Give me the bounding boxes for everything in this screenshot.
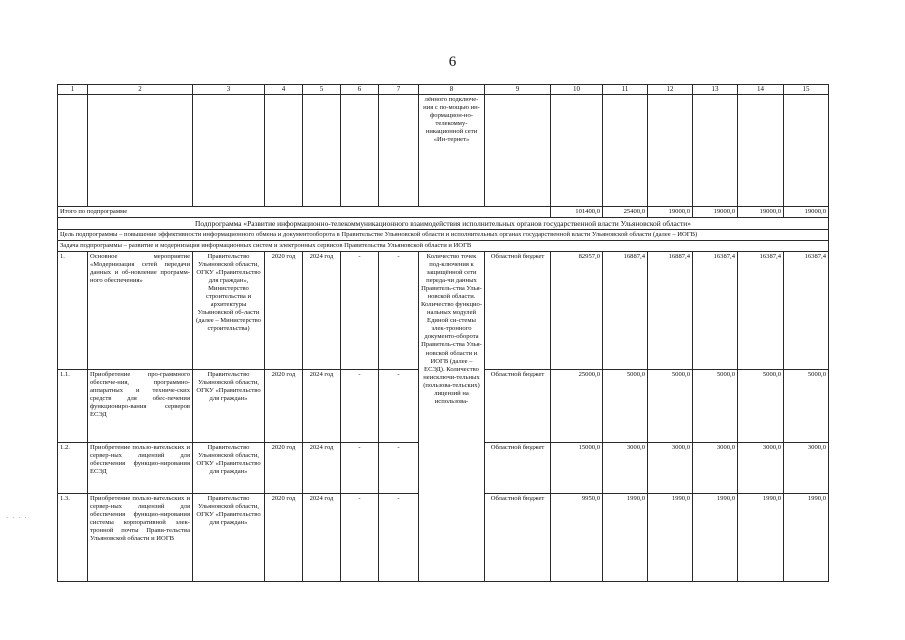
amount: 1990,0 (693, 494, 738, 582)
funding-source: Областной бюджет (485, 252, 551, 370)
start-year: 2020 год (265, 252, 303, 370)
amount: 16887,4 (648, 252, 693, 370)
amount: 16387,4 (693, 252, 738, 370)
total-value: 19000,0 (738, 207, 784, 218)
amount: 1990,0 (784, 494, 829, 582)
subprogram-title: Подпрограмма «Развитие информационно-телекоммуникационного взаимодействия исполнительных органов государственной власти Ульяновской области» (58, 218, 829, 230)
total-value: 19000,0 (693, 207, 738, 218)
col-header: 11 (603, 85, 648, 95)
activity-name: Приобретение про-граммного обеспече-ния, программно-аппаратных и техниче-ских средств для обес-печения функциониро-вания серверов ЕСЭД (88, 370, 193, 443)
amount: 3000,0 (784, 443, 829, 494)
col-header: 6 (341, 85, 379, 95)
row-number: 1.1. (58, 370, 88, 443)
col-header: 10 (551, 85, 603, 95)
indicator-continuation: лённого подключе-ния с по-мощью ин-формацион-но-телекомму-никационной сети «Ин-тернет» (419, 95, 485, 207)
amount: 1990,0 (738, 494, 784, 582)
row-number: 1.3. (58, 494, 88, 582)
subprogram-goal-row (58, 230, 829, 241)
table-cell (58, 95, 88, 207)
executor: Правительство Ульяновской области, ОГКУ «Правительство для граждан» (193, 370, 265, 443)
funding-source: Областной бюджет (485, 494, 551, 582)
funding-source: Областной бюджет (485, 370, 551, 443)
activity-name: Приобретение пользо-вательских и сервер-ных лицензий для обеспечения функцио-нирования ЕСЭД (88, 443, 193, 494)
table-cell (379, 95, 419, 207)
amount: 5000,0 (784, 370, 829, 443)
page-number: 6 (448, 54, 457, 70)
executor: Правительство Ульяновской области, ОГКУ «Правительство для граждан» (193, 494, 265, 582)
col-header: 15 (784, 85, 829, 95)
end-year: 2024 год (303, 494, 341, 582)
start-year: 2020 год (265, 370, 303, 443)
table-cell (485, 95, 551, 207)
total-value: 19000,0 (784, 207, 829, 218)
amount: 15000,0 (551, 443, 603, 494)
subprogram-task-row (58, 241, 829, 252)
col-header: 13 (693, 85, 738, 95)
dash-cell: - (341, 370, 379, 443)
table-cell (551, 95, 603, 207)
dash-cell: - (379, 370, 419, 443)
total-value: 101400,0 (551, 207, 603, 218)
executor: Правительство Ульяновской области, ОГКУ «Правительство для граждан» (193, 443, 265, 494)
indicator-text: Количество точек под-ключения к защищённой сети переда-чи данных Правитель-ства Улья-новской области. Количество функцио-нальных модулей Единой си-стемы элек-тронного документо-оборота Правитель-ства Улья-новской области и ИОГВ (далее – ЕСЭД). Количество неисключи-тельных (пользова-тельских) лицензий на использова- (419, 252, 485, 582)
dash-cell: - (379, 494, 419, 582)
dash-cell: - (379, 252, 419, 370)
table-cell (693, 95, 738, 207)
amount: 5000,0 (648, 370, 693, 443)
subprogram-title-row (58, 218, 829, 230)
table-cell (738, 95, 784, 207)
table-cell (265, 95, 303, 207)
table-cell (341, 95, 379, 207)
start-year: 2020 год (265, 494, 303, 582)
amount: 5000,0 (738, 370, 784, 443)
table-cell (303, 95, 341, 207)
col-header: 1 (58, 85, 88, 95)
col-header: 2 (88, 85, 193, 95)
dash-cell: - (341, 494, 379, 582)
amount: 3000,0 (648, 443, 693, 494)
total-row (58, 207, 829, 218)
subprogram-task: Задача подпрограммы – развитие и модернизация информационных систем и электронных сервисов Правительства Ульяновской области и ИОГВ (58, 241, 829, 252)
total-label: Итого по подпрограмме (58, 207, 551, 218)
total-value: 19000,0 (648, 207, 693, 218)
col-header: 12 (648, 85, 693, 95)
dash-cell: - (341, 252, 379, 370)
amount: 5000,0 (693, 370, 738, 443)
subprogram-goal: Цель подпрограммы – повышение эффективности информационного обмена и документооборота в Правительстве Ульяновской области и исполнительных органах государственной власти Ульяновской области (далее – ИОГВ) (58, 230, 829, 241)
amount: 1990,0 (603, 494, 648, 582)
amount: 9950,0 (551, 494, 603, 582)
dash-cell: - (341, 443, 379, 494)
col-header: 7 (379, 85, 419, 95)
end-year: 2024 год (303, 252, 341, 370)
total-value: 25400,0 (603, 207, 648, 218)
amount: 16887,4 (603, 252, 648, 370)
table-cell (784, 95, 829, 207)
table-cell (88, 95, 193, 207)
row-number: 1.2. (58, 443, 88, 494)
col-header: 8 (419, 85, 485, 95)
table-row (58, 252, 829, 370)
col-header: 14 (738, 85, 784, 95)
table-cell (603, 95, 648, 207)
amount: 16387,4 (784, 252, 829, 370)
column-number-row (58, 85, 829, 95)
col-header: 4 (265, 85, 303, 95)
amount: 16387,4 (738, 252, 784, 370)
executor: Правительство Ульяновской области, ОГКУ «Правительство для граждан», Министерство строительства и архитектуры Ульяновской об-ласти (далее – Министерство строительства) (193, 252, 265, 370)
end-year: 2024 год (303, 370, 341, 443)
dash-cell: - (379, 443, 419, 494)
col-header: 9 (485, 85, 551, 95)
activity-name: Приобретение пользо-вательских и сервер-ных лицензий для обеспечения функцио-нирования системы корпоративной элек-тронной почты Прави-тельства Ульяновской области и ИОГВ (88, 494, 193, 582)
funding-source: Областной бюджет (485, 443, 551, 494)
scan-artifact: · · · · (6, 514, 28, 522)
amount: 82957,0 (551, 252, 603, 370)
continuation-row (58, 95, 829, 207)
col-header: 5 (303, 85, 341, 95)
amount: 25000,0 (551, 370, 603, 443)
amount: 5000,0 (603, 370, 648, 443)
program-table (57, 84, 829, 582)
amount: 3000,0 (738, 443, 784, 494)
table-cell (648, 95, 693, 207)
amount: 3000,0 (603, 443, 648, 494)
col-header: 3 (193, 85, 265, 95)
row-number: 1. (58, 252, 88, 370)
start-year: 2020 год (265, 443, 303, 494)
table-cell (193, 95, 265, 207)
amount: 3000,0 (693, 443, 738, 494)
amount: 1990,0 (648, 494, 693, 582)
activity-name: Основное мероприятие «Модернизация сетей передачи данных и об-новление программ-ного обеспечения» (88, 252, 193, 370)
end-year: 2024 год (303, 443, 341, 494)
